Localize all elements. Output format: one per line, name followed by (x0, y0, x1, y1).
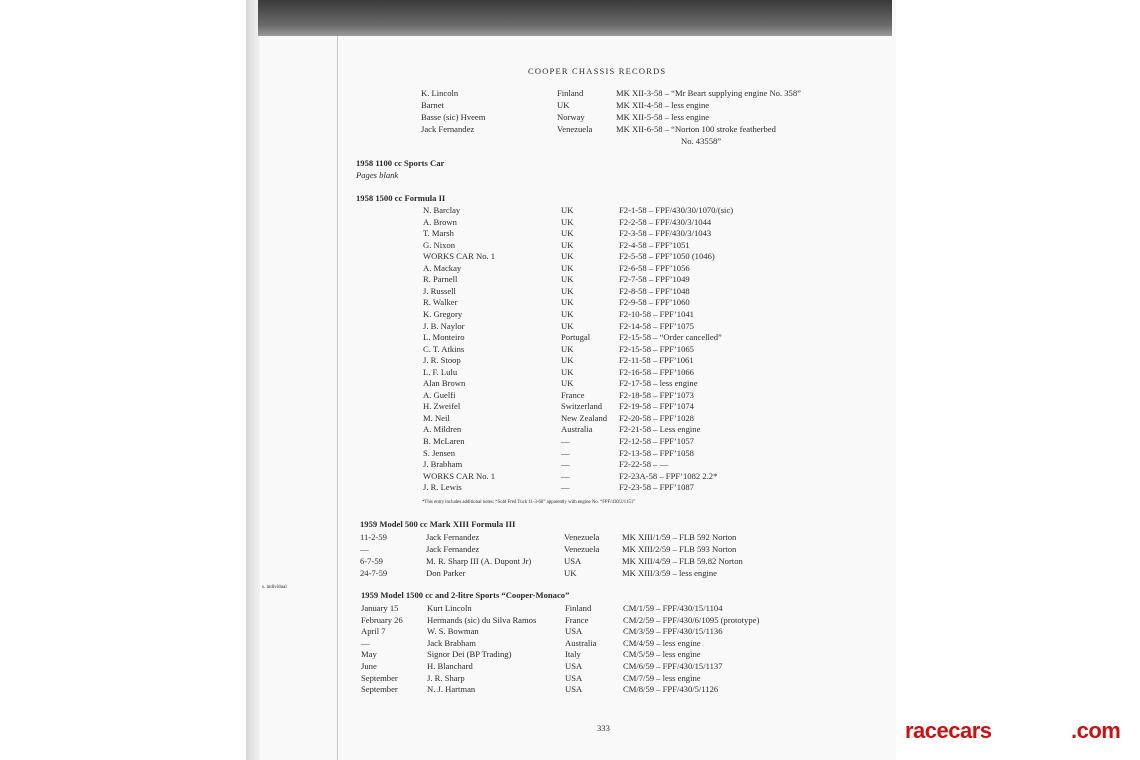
row-record: MK XII-5-58 – less engine (616, 112, 710, 122)
row-name: J. R. Lewis (423, 482, 462, 492)
row-date: September (361, 684, 398, 694)
watermark-tld: .com (1071, 718, 1121, 743)
row-name: A. Mildren (423, 424, 462, 434)
row-record: F2-11-58 – FPF’1061 (619, 355, 694, 365)
row-name: C. T. Atkins (423, 344, 465, 354)
row-country: New Zealand (561, 413, 608, 423)
row-record: F2-7-58 – FPF’1049 (619, 274, 690, 284)
row-country: Finland (557, 88, 584, 98)
row-date: February 26 (361, 615, 403, 625)
section-heading: 1959 Model 1500 cc and 2-litre Sports “Cooper-Monaco” (361, 590, 570, 600)
row-country: USA (564, 556, 582, 566)
row-country: Portugal (561, 332, 591, 342)
row-country: Norway (557, 112, 585, 122)
row-country: Venezuela (564, 532, 600, 542)
row-record: CM/3/59 – FPF/430/15/1136 (623, 626, 723, 636)
row-record: F2-5-58 – FPF’1050 (1046) (619, 251, 715, 261)
row-date: May (361, 649, 377, 659)
row-date: September (361, 673, 398, 683)
row-name: J. R. Stoop (423, 355, 461, 365)
row-country: UK (561, 344, 574, 354)
row-name: M. Neil (423, 413, 450, 423)
row-country: France (561, 390, 585, 400)
watermark-logo (905, 718, 1121, 744)
row-country: USA (565, 673, 583, 683)
row-date: April 7 (361, 626, 386, 636)
row-name: J. Russell (423, 286, 456, 296)
row-country: France (565, 615, 589, 625)
row-country: UK (561, 367, 574, 377)
page-gutter-line (337, 36, 338, 760)
row-record: F2-16-58 – FPF’1066 (619, 367, 694, 377)
row-name: A. Mackay (423, 263, 462, 273)
page-number: 333 (597, 723, 610, 733)
row-name: B. McLaren (423, 436, 465, 446)
section-heading: 1958 1500 cc Formula II (356, 193, 446, 203)
row-record: F2-20-58 – FPF’1028 (619, 413, 694, 423)
row-country: Finland (565, 603, 592, 613)
row-name: R. Parnell (423, 274, 458, 284)
row-name: L. F. Lulu (423, 367, 458, 377)
row-record: CM/4/59 – less engine (623, 638, 701, 648)
row-country: USA (565, 661, 583, 671)
row-country: — (561, 459, 570, 469)
row-date: — (361, 638, 370, 648)
row-country: Venezuela (564, 544, 600, 554)
row-country: USA (565, 684, 583, 694)
row-date: 24-7-59 (360, 568, 388, 578)
row-country: Australia (561, 424, 593, 434)
row-record: MK XIII/4/59 – FLB 59.82 Norton (622, 556, 743, 566)
row-country: UK (561, 378, 574, 388)
row-record: F2-10-58 – FPF’1041 (619, 309, 694, 319)
row-country: UK (561, 286, 574, 296)
row-name: N. Barclay (423, 205, 461, 215)
row-country: UK (561, 240, 574, 250)
row-country: USA (565, 626, 583, 636)
row-country: — (561, 448, 570, 458)
row-name: W. S. Bowman (427, 626, 479, 636)
section-note: Pages blank (356, 170, 399, 180)
section-heading: 1958 1100 cc Sports Car (356, 158, 445, 168)
row-record: F2-6-58 – FPF’1056 (619, 263, 690, 273)
row-record: F2-23-58 – FPF’1087 (619, 482, 694, 492)
row-country: UK (561, 263, 574, 273)
row-date: 6-7-59 (360, 556, 383, 566)
row-record: F2-4-58 – FPF’1051 (619, 240, 690, 250)
row-name: M. R. Sharp III (A. Dupont Jr) (426, 556, 532, 566)
row-country: UK (561, 321, 574, 331)
row-record: MK XII-6-58 – “Norton 100 stroke featherbed (616, 124, 776, 134)
row-record: CM/2/59 – FPF/430/6/1095 (prototype) (623, 615, 760, 625)
row-country: UK (561, 205, 574, 215)
row-name: J. R. Sharp (427, 673, 465, 683)
row-date: — (360, 544, 369, 554)
row-date: 11-2-59 (360, 532, 387, 542)
row-name: R. Walker (423, 297, 458, 307)
row-country: UK (561, 228, 574, 238)
row-name: A. Brown (423, 217, 457, 227)
row-name: Don Parker (426, 568, 466, 578)
row-country: UK (561, 309, 574, 319)
row-name: A. Guelfi (423, 390, 456, 400)
row-name: Hermands (sic) du Silva Ramos (427, 615, 537, 625)
row-record: MK XIII/3/59 – less engine (622, 568, 717, 578)
row-record: F2-8-58 – FPF’1048 (619, 286, 690, 296)
row-name: H. Blanchard (427, 661, 473, 671)
row-record: F2-9-58 – FPF’1060 (619, 297, 690, 307)
row-name: Basse (sic) Hveem (421, 112, 486, 122)
row-country: — (561, 436, 570, 446)
row-record: CM/7/59 – less engine (623, 673, 701, 683)
row-country: Australia (565, 638, 597, 648)
row-record: CM/5/59 – less engine (623, 649, 701, 659)
row-country: Switzerland (561, 401, 603, 411)
row-name: Alan Brown (423, 378, 466, 388)
row-country: UK (561, 274, 574, 284)
page-title: COOPER CHASSIS RECORDS (528, 66, 667, 76)
row-date: June (361, 661, 377, 671)
row-country: UK (561, 251, 574, 261)
row-name: WORKS CAR No. 1 (423, 251, 496, 261)
row-record: CM/1/59 – FPF/430/15/1104 (623, 603, 723, 613)
row-record: MK XII-4-58 – less engine (616, 100, 710, 110)
row-name: Jack Fernandez (421, 124, 475, 134)
page-spine-shadow (246, 0, 260, 760)
row-record: F2-2-58 – FPF/430/3/1044 (619, 217, 712, 227)
row-country: UK (557, 100, 570, 110)
margin-note: s. individual (262, 585, 287, 590)
row-record: F2-1-58 – FPF/430/30/1070/(sic) (619, 205, 734, 215)
row-country: UK (561, 297, 574, 307)
footnote: *This entry includes additional notes: “Sold Fred Tuck 11-3-60” apparently with engine No. “FPF/430/2/1151” (422, 500, 636, 505)
row-name: Jack Fernandez (426, 544, 480, 554)
row-name: Barnet (421, 100, 444, 110)
row-record: F2-15-58 – FPF’1065 (619, 344, 694, 354)
row-country: — (561, 471, 570, 481)
row-name: N. J. Hartman (427, 684, 476, 694)
row-name: S. Jensen (423, 448, 455, 458)
row-record: F2-3-58 – FPF/430/3/1043 (619, 228, 712, 238)
row-record: F2-13-58 – FPF’1058 (619, 448, 694, 458)
row-name: T. Marsh (423, 228, 454, 238)
row-record: F2-23A-58 – FPF’1082 2.2* (619, 471, 718, 481)
row-name: Kurt Lincoln (427, 603, 472, 613)
row-record: F2-19-58 – FPF’1074 (619, 401, 694, 411)
row-record: F2-12-58 – FPF’1057 (619, 436, 694, 446)
row-record: F2-18-58 – FPF’1073 (619, 390, 694, 400)
row-record: F2-21-58 – Less engine (619, 424, 701, 434)
row-name: Signor Dei (BP Trading) (427, 649, 512, 659)
row-record: CM/6/59 – FPF/430/15/1137 (623, 661, 723, 671)
row-name: Jack Fernandez (426, 532, 480, 542)
row-name: H. Zweifel (423, 401, 461, 411)
row-country: UK (561, 217, 574, 227)
row-country: Italy (565, 649, 581, 659)
row-record: CM/8/59 – FPF/430/5/1126 (623, 684, 719, 694)
row-date: January 15 (361, 603, 399, 613)
row-name: WORKS CAR No. 1 (423, 471, 496, 481)
row-country: UK (564, 568, 577, 578)
row-record: F2-17-58 – less engine (619, 378, 698, 388)
row-name: Jack Brabham (427, 638, 476, 648)
row-record: F2-22-58 – — (619, 459, 669, 469)
scan-top-shadow (258, 0, 892, 36)
row-name: J. B. Naylor (423, 321, 465, 331)
row-record: MK XII-3-58 – “Mr Beart supplying engine No. 358” (616, 88, 801, 98)
row-country: UK (561, 355, 574, 365)
section-heading: 1959 Model 500 cc Mark XIII Formula III (360, 519, 516, 529)
row-name: L. Monteiro (423, 332, 465, 342)
row-name: K. Lincoln (421, 88, 459, 98)
watermark-name: racecars (905, 718, 992, 743)
row-record: MK XIII/2/59 – FLB 593 Norton (622, 544, 737, 554)
row-record: MK XIII/1/59 – FLB 592 Norton (622, 532, 737, 542)
row-country: — (561, 482, 570, 492)
row-record: F2-15-58 – “Order cancelled” (619, 332, 722, 342)
row-name: J. Brabham (423, 459, 463, 469)
row-name: K. Gregory (423, 309, 463, 319)
row-country: Venezuela (557, 124, 593, 134)
row-name: G. Nixon (423, 240, 455, 250)
row-record: F2-14-58 – FPF’1075 (619, 321, 694, 331)
row-record-continuation: No. 43558” (681, 136, 722, 146)
